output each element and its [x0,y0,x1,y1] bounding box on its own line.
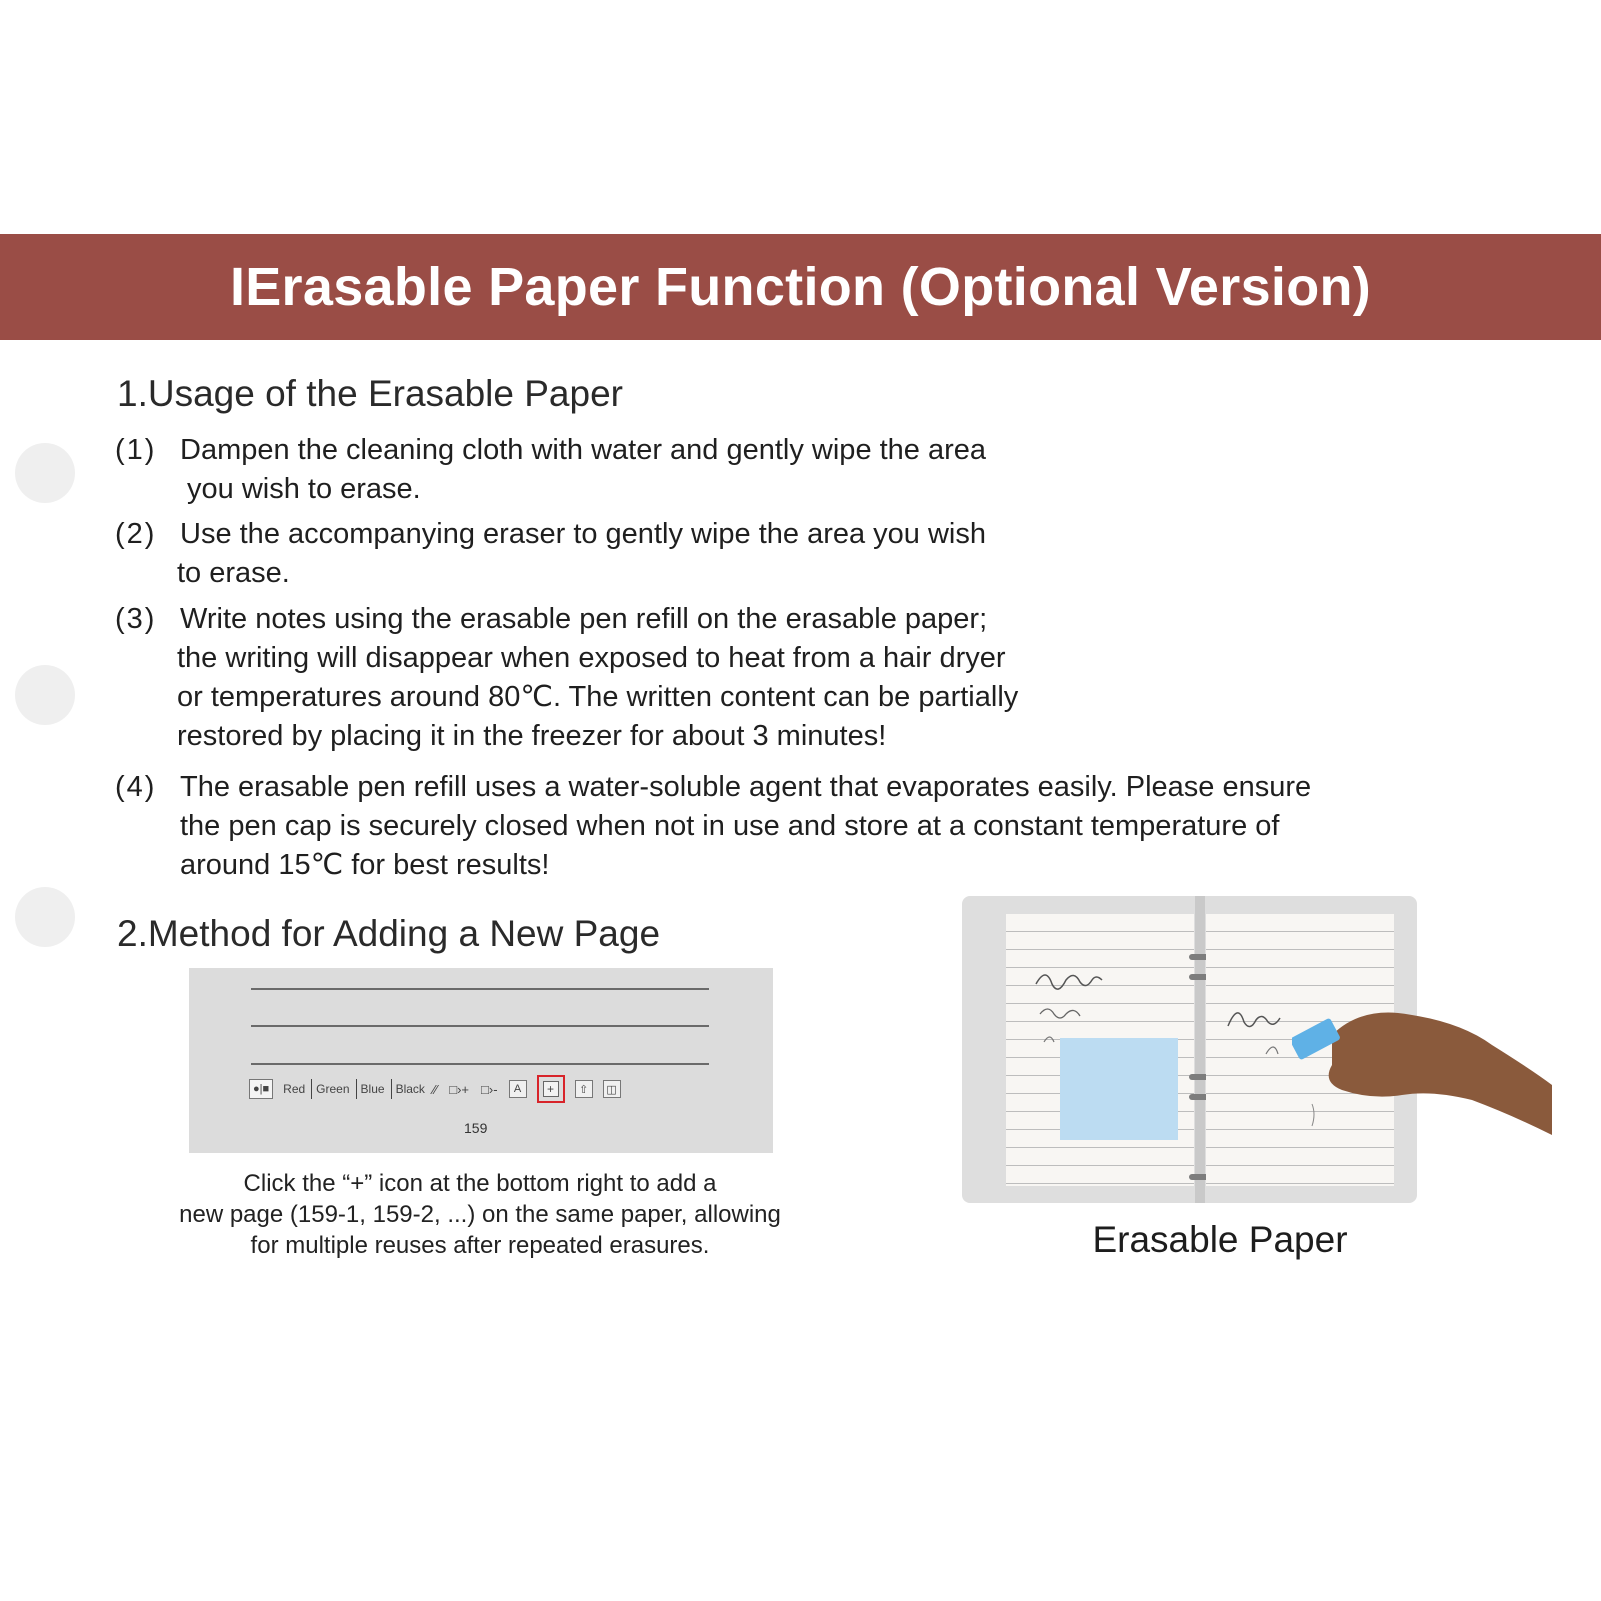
toolbar-separator [356,1079,357,1099]
volume-up-icon[interactable]: □›+ [449,1081,470,1097]
toolbar-demo-image [189,968,773,1153]
step-1 [115,431,986,509]
color-black[interactable]: Black [395,1082,425,1096]
hand-with-eraser [1292,985,1552,1135]
step-number: (1) [115,434,157,466]
pen-toolbar [249,1078,719,1100]
step-line: Use the accompanying eraser to gently wipe the area you wish [180,518,986,550]
toolbar-separator [391,1079,392,1099]
page-title: IErasable Paper Function (Optional Version) [229,257,1372,317]
stroke-thin-icon[interactable]: ⁄⁄ [432,1081,438,1097]
binder-hole-3 [15,887,75,947]
title-banner [0,234,1601,340]
binder-hole-2 [15,665,75,725]
page-number: 159 [464,1120,488,1136]
color-red[interactable]: Red [283,1082,306,1096]
upload-icon[interactable]: ⇧ [575,1080,593,1098]
page-icon[interactable]: ◫ [603,1080,621,1098]
add-page-caption [140,1168,820,1261]
volume-down-icon[interactable]: □›- [481,1081,498,1097]
toolbar-separator [311,1079,312,1099]
caption-line: new page (159-1, 159-2, ...) on the same paper, allowing [179,1201,781,1228]
step-line: or temperatures around 80℃. The written content can be partially [177,681,1019,713]
step-line: the writing will disappear when exposed to heat from a hair dryer [177,642,1006,674]
step-number: (3) [115,603,157,635]
step-line: The erasable pen refill uses a water-soluble agent that evaporates easily. Please ensure [180,771,1312,803]
step-line: Dampen the cleaning cloth with water and gently wipe the area [180,434,987,466]
step-3 [115,600,1018,756]
color-blue[interactable]: Blue [360,1082,385,1096]
ruled-line [251,1063,709,1065]
ruled-line [251,988,709,990]
step-line: restored by placing it in the freezer for about 3 minutes! [177,720,887,752]
text-icon[interactable]: A [509,1080,527,1098]
step-number: (2) [115,518,157,550]
step-line: Write notes using the erasable pen refill on the erasable paper; [180,603,988,635]
notebook-spine [1195,896,1205,1203]
pen-size-toggle[interactable]: ●|■ [249,1079,273,1099]
ruled-line [251,1025,709,1027]
add-page-button[interactable] [537,1075,565,1103]
step-number: (4) [115,771,157,803]
section-2-heading: 2.Method for Adding a New Page [117,913,661,954]
step-line: to erase. [177,557,290,589]
binder-hole-1 [15,443,75,503]
plus-icon: + [543,1081,559,1097]
step-4 [115,768,1311,885]
step-2 [115,515,986,593]
step-line: the pen cap is securely closed when not in use and store at a constant temperature of [180,810,1280,842]
sticky-note [1060,1038,1178,1140]
step-line: you wish to erase. [187,473,421,505]
step-line: around 15℃ for best results! [180,849,550,881]
caption-line: for multiple reuses after repeated erasures. [250,1232,710,1259]
section-1-heading: 1.Usage of the Erasable Paper [117,373,623,414]
illustration-caption: Erasable Paper [1092,1219,1348,1260]
color-green[interactable]: Green [316,1082,350,1096]
caption-line: Click the “+” icon at the bottom right to add a [243,1170,717,1197]
